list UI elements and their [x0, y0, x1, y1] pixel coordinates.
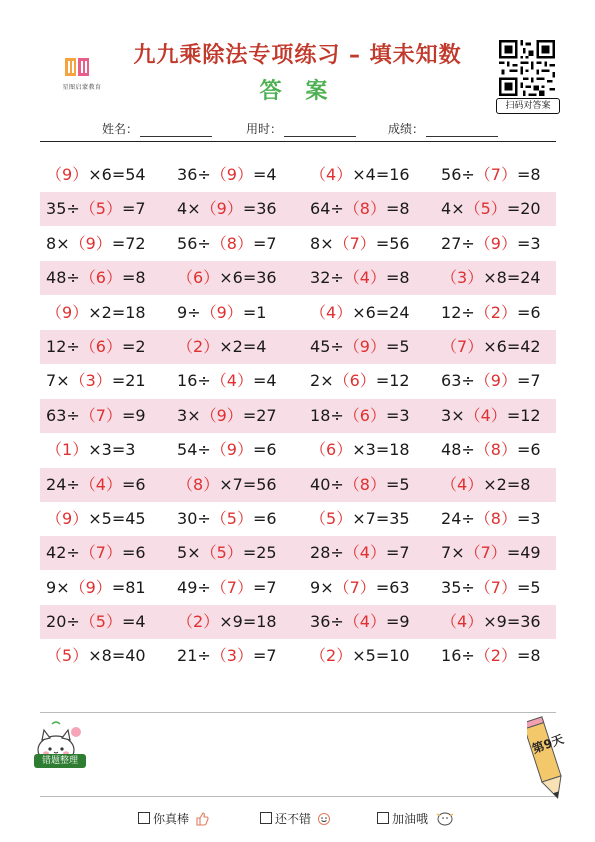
- problem-item: [441, 571, 541, 605]
- equation-suffix: ）=4: [236, 165, 277, 184]
- problem-row: [40, 364, 556, 398]
- equation-suffix: ）=63: [359, 577, 410, 597]
- equation-suffix: ）×2=4: [203, 336, 267, 356]
- equation-prefix: 36÷（: [177, 165, 227, 184]
- equation-prefix: （: [310, 165, 327, 184]
- equation-prefix: 40÷（: [310, 474, 360, 494]
- problem-item: [46, 330, 146, 364]
- answer-value: 5: [480, 199, 491, 219]
- problem-item: [177, 536, 277, 570]
- problem-item: [441, 158, 541, 192]
- problem-item: [46, 571, 146, 605]
- problem-item: [46, 605, 146, 639]
- answer-value: 4: [359, 268, 370, 288]
- answer-value: 5: [326, 508, 337, 528]
- problem-item: [177, 433, 277, 467]
- equation-prefix: 30÷（: [177, 508, 227, 528]
- equation-prefix: （: [441, 474, 458, 494]
- answer-value: 2: [193, 612, 204, 632]
- answer-value: 8: [226, 233, 237, 253]
- answer-value: 8: [359, 474, 370, 494]
- cheer-character-icon: [434, 810, 456, 826]
- problem-item: [310, 364, 410, 398]
- equation-suffix: ）=7: [369, 543, 410, 563]
- problem-item: [441, 330, 541, 364]
- rating-good[interactable]: [260, 810, 331, 827]
- answer-value: 9: [85, 233, 96, 253]
- equation-suffix: ）×3=3: [72, 440, 136, 460]
- answer-value: 6: [95, 268, 106, 288]
- problem-item: [310, 433, 410, 467]
- equation-prefix: 24÷（: [46, 474, 96, 494]
- equation-suffix: ）=8: [500, 165, 541, 184]
- equation-prefix: 56÷（: [177, 233, 227, 253]
- equation-prefix: 63÷（: [46, 405, 96, 425]
- name-blank[interactable]: [140, 124, 212, 137]
- equation-prefix: 12÷（: [46, 336, 96, 356]
- problem-item: [46, 433, 135, 467]
- problem-item: [46, 468, 146, 502]
- equation-suffix: ）=4: [105, 612, 146, 632]
- equation-suffix: ）=72: [95, 233, 146, 253]
- equation-suffix: ）=27: [226, 405, 277, 425]
- problem-row: [40, 468, 556, 502]
- qr-code-icon[interactable]: [499, 40, 555, 96]
- answer-value: 7: [95, 543, 106, 563]
- problem-item: [177, 261, 277, 295]
- problem-item: [310, 330, 410, 364]
- problem-item: [310, 158, 410, 192]
- equation-suffix: ）×6=42: [467, 336, 541, 356]
- problem-row: [40, 571, 556, 605]
- equation-prefix: 18÷（: [310, 405, 360, 425]
- equation-suffix: ）×9=36: [467, 612, 541, 632]
- equation-prefix: 49÷（: [177, 577, 227, 597]
- equation-prefix: （: [310, 440, 327, 460]
- equation-prefix: （: [177, 474, 194, 494]
- answer-value: 7: [95, 405, 106, 425]
- equation-suffix: ）×7=35: [336, 508, 410, 528]
- answer-value: 7: [490, 165, 501, 184]
- answer-value: 9: [359, 336, 370, 356]
- equation-prefix: 56÷（: [441, 165, 491, 184]
- equation-suffix: ）×6=54: [72, 165, 146, 184]
- answer-value: 9: [226, 440, 237, 460]
- equation-suffix: ）×5=10: [336, 646, 410, 666]
- answer-value: 8: [490, 440, 501, 460]
- answer-value: 4: [95, 474, 106, 494]
- equation-prefix: 42÷（: [46, 543, 96, 563]
- answer-value: 3: [226, 646, 237, 666]
- equation-suffix: ）×5=45: [72, 508, 146, 528]
- equation-prefix: 3×（: [441, 405, 481, 425]
- equation-prefix: 48÷（: [441, 440, 491, 460]
- equation-prefix: 28÷（: [310, 543, 360, 563]
- equation-prefix: 27÷（: [441, 233, 491, 253]
- equation-suffix: ）=3: [500, 508, 541, 528]
- equation-prefix: 9×（: [310, 577, 350, 597]
- answer-value: 4: [226, 371, 237, 391]
- equation-suffix: ）=56: [359, 233, 410, 253]
- problem-item: [46, 296, 146, 330]
- equation-prefix: 24÷（: [441, 508, 491, 528]
- equation-prefix: 45÷（: [310, 336, 360, 356]
- equation-suffix: ）=3: [369, 405, 410, 425]
- problem-row: [40, 639, 556, 673]
- checkbox[interactable]: [260, 812, 272, 824]
- equation-suffix: ）×2=18: [72, 302, 146, 322]
- problem-item: [441, 399, 541, 433]
- answer-value: 7: [349, 233, 360, 253]
- answer-value: 4: [457, 612, 468, 632]
- logo-text: 星图启蒙教育: [62, 84, 102, 91]
- problem-item: [310, 399, 410, 433]
- equation-suffix: ）=3: [500, 233, 541, 253]
- equation-suffix: ）=12: [359, 371, 410, 391]
- equation-prefix: 36÷（: [310, 612, 360, 632]
- equation-prefix: 16÷（: [177, 371, 227, 391]
- problem-grid: [40, 158, 556, 674]
- equation-suffix: ）×8=40: [72, 646, 146, 666]
- answer-value: 2: [326, 646, 337, 666]
- equation-prefix: 9÷（: [177, 302, 217, 322]
- equation-suffix: ）=8: [500, 646, 541, 666]
- equation-prefix: 7×（: [441, 543, 481, 563]
- equation-prefix: （: [441, 612, 458, 632]
- equation-suffix: ）=5: [369, 474, 410, 494]
- pencil-icon: [527, 714, 563, 804]
- problem-item: [441, 296, 541, 330]
- equation-prefix: （: [177, 336, 194, 356]
- equation-prefix: 9×（: [46, 577, 86, 597]
- equation-prefix: 21÷（: [177, 646, 227, 666]
- problem-row: [40, 399, 556, 433]
- equation-suffix: ）=8: [105, 268, 146, 288]
- name-label: 姓名：: [102, 122, 139, 136]
- problem-item: [310, 192, 410, 226]
- problem-item: [310, 605, 410, 639]
- thumbs-up-icon: [195, 812, 209, 826]
- page-title: 九九乘除法专项练习 – 填未知数: [133, 43, 462, 68]
- equation-prefix: （: [46, 302, 63, 322]
- answer-value: 9: [216, 302, 227, 322]
- problem-item: [441, 192, 541, 226]
- equation-prefix: 48÷（: [46, 268, 96, 288]
- equation-prefix: 7×（: [46, 371, 86, 391]
- equation-suffix: ）=6: [500, 440, 541, 460]
- equation-suffix: ）=9: [105, 405, 146, 425]
- problem-item: [46, 399, 146, 433]
- day-label: 第9天: [530, 731, 566, 757]
- time-blank[interactable]: [284, 124, 356, 137]
- equation-suffix: ）=6: [105, 543, 146, 563]
- answer-value: 8: [490, 508, 501, 528]
- equation-suffix: ）×4=16: [336, 165, 410, 184]
- problem-item: [310, 536, 410, 570]
- answer-value: 3: [85, 371, 96, 391]
- problem-item: [441, 468, 530, 502]
- equation-prefix: （: [177, 268, 194, 288]
- problem-item: [177, 296, 266, 330]
- equation-suffix: ）=9: [369, 612, 410, 632]
- problem-item: [177, 399, 277, 433]
- equation-prefix: （: [310, 508, 327, 528]
- problem-row: [40, 227, 556, 261]
- equation-suffix: ）=49: [490, 543, 541, 563]
- answer-value: 6: [326, 440, 337, 460]
- problem-item: [46, 502, 146, 536]
- problem-item: [310, 468, 410, 502]
- problem-item: [441, 605, 541, 639]
- problem-item: [177, 605, 277, 639]
- answer-value: 4: [326, 302, 337, 322]
- equation-suffix: ）=6: [500, 302, 541, 322]
- problem-item: [46, 158, 146, 192]
- problem-item: [46, 192, 146, 226]
- equation-suffix: ）=7: [500, 371, 541, 391]
- rating-keep-going-label: 加油哦: [392, 812, 429, 826]
- equation-suffix: ）=6: [236, 508, 277, 528]
- score-label: 成绩：: [388, 122, 425, 136]
- answer-value: 7: [349, 577, 360, 597]
- answer-value: 7: [490, 577, 501, 597]
- equation-prefix: 2×（: [310, 371, 350, 391]
- equation-suffix: ）=12: [490, 405, 541, 425]
- equation-prefix: 35÷（: [46, 199, 96, 219]
- score-field[interactable]: [388, 120, 498, 137]
- checkbox[interactable]: [377, 812, 389, 824]
- problem-item: [46, 639, 146, 673]
- problem-item: [441, 433, 541, 467]
- equation-suffix: ）=81: [95, 577, 146, 597]
- answer-value: 6: [95, 336, 106, 356]
- answer-value: 2: [490, 302, 501, 322]
- equation-prefix: 4×（: [441, 199, 481, 219]
- equation-prefix: 64÷（: [310, 199, 360, 219]
- equation-prefix: 20÷（: [46, 612, 96, 632]
- problem-item: [177, 468, 277, 502]
- equation-prefix: 32÷（: [310, 268, 360, 288]
- mistakes-label: 错题整理: [34, 754, 86, 768]
- equation-prefix: 4×（: [177, 199, 217, 219]
- problem-item: [177, 571, 277, 605]
- problem-row: [40, 192, 556, 226]
- rating-good-label: 还不错: [275, 812, 312, 826]
- rating-great-label: 你真棒: [153, 812, 190, 826]
- answer-value: 6: [193, 268, 204, 288]
- answer-value: 3: [457, 268, 468, 288]
- problem-item: [46, 364, 146, 398]
- problem-row: [40, 158, 556, 192]
- time-field[interactable]: [246, 120, 356, 137]
- problem-item: [46, 261, 146, 295]
- equation-suffix: ）×8=24: [467, 268, 541, 288]
- equation-prefix: （: [177, 612, 194, 632]
- problem-item: [177, 364, 277, 398]
- equation-prefix: 54÷（: [177, 440, 227, 460]
- problem-item: [177, 330, 266, 364]
- equation-prefix: 8×（: [310, 233, 350, 253]
- equation-suffix: ）=6: [236, 440, 277, 460]
- equation-suffix: ）=7: [236, 646, 277, 666]
- time-label: 用时：: [246, 122, 283, 136]
- equation-prefix: 3×（: [177, 405, 217, 425]
- equation-prefix: （: [46, 508, 63, 528]
- problem-item: [177, 158, 277, 192]
- answer-value: 7: [457, 336, 468, 356]
- problem-row: [40, 433, 556, 467]
- problem-item: [310, 296, 410, 330]
- equation-prefix: 12÷（: [441, 302, 491, 322]
- equation-prefix: （: [310, 646, 327, 666]
- answer-value: 4: [359, 543, 370, 563]
- equation-suffix: ）=5: [369, 336, 410, 356]
- answer-value: 6: [349, 371, 360, 391]
- problem-row: [40, 261, 556, 295]
- answer-value: 8: [193, 474, 204, 494]
- answer-value: 2: [193, 336, 204, 356]
- answer-value: 2: [490, 646, 501, 666]
- equation-suffix: ）=20: [490, 199, 541, 219]
- equation-suffix: ）=8: [369, 268, 410, 288]
- answer-value: 5: [62, 646, 73, 666]
- divider-line: [40, 712, 556, 713]
- answer-value: 9: [62, 508, 73, 528]
- equation-suffix: ）×7=56: [203, 474, 277, 494]
- problem-item: [46, 536, 146, 570]
- problem-row: [40, 536, 556, 570]
- answer-value: 9: [62, 165, 73, 184]
- problem-row: [40, 502, 556, 536]
- equation-suffix: ）=1: [226, 302, 267, 322]
- equation-suffix: ）×2=8: [467, 474, 531, 494]
- answer-value: 5: [226, 508, 237, 528]
- equation-suffix: ）=7: [236, 577, 277, 597]
- answer-value: 9: [216, 199, 227, 219]
- equation-suffix: ）=21: [95, 371, 146, 391]
- problem-item: [310, 639, 410, 673]
- problem-item: [310, 227, 410, 261]
- equation-suffix: ）=5: [500, 577, 541, 597]
- problem-item: [177, 227, 277, 261]
- problem-item: [441, 364, 541, 398]
- equation-prefix: 16÷（: [441, 646, 491, 666]
- answer-value: 1: [62, 440, 73, 460]
- page-subtitle: 答 案: [259, 79, 336, 104]
- problem-item: [441, 536, 541, 570]
- answer-value: 7: [226, 577, 237, 597]
- problem-item: [177, 502, 277, 536]
- equation-suffix: ）=4: [236, 371, 277, 391]
- problem-row: [40, 330, 556, 364]
- equation-prefix: （: [46, 646, 63, 666]
- rating-keep-going[interactable]: [377, 810, 456, 827]
- problem-item: [441, 227, 541, 261]
- checkbox[interactable]: [138, 812, 150, 824]
- equation-suffix: ）×6=24: [336, 302, 410, 322]
- problem-item: [310, 571, 410, 605]
- equation-prefix: （: [46, 165, 63, 184]
- answer-value: 9: [490, 371, 501, 391]
- answer-value: 4: [457, 474, 468, 494]
- equation-prefix: 63÷（: [441, 371, 491, 391]
- equation-suffix: ）=6: [105, 474, 146, 494]
- answer-value: 9: [85, 577, 96, 597]
- answer-value: 4: [480, 405, 491, 425]
- answer-value: 9: [62, 302, 73, 322]
- answer-value: 7: [480, 543, 491, 563]
- score-blank[interactable]: [426, 124, 498, 137]
- equation-suffix: ）=25: [226, 543, 277, 563]
- problem-row: [40, 296, 556, 330]
- answer-value: 5: [216, 543, 227, 563]
- equation-suffix: ）=7: [236, 233, 277, 253]
- equation-suffix: ）=8: [369, 199, 410, 219]
- qr-caption: 扫码对答案: [496, 98, 560, 114]
- problem-item: [310, 261, 410, 295]
- equation-suffix: ）=2: [105, 336, 146, 356]
- problem-item: [46, 227, 146, 261]
- problem-item: [441, 261, 541, 295]
- equation-prefix: （: [441, 268, 458, 288]
- header-divider: [40, 141, 556, 142]
- equation-suffix: ）=36: [226, 199, 277, 219]
- divider-line: [40, 796, 556, 797]
- equation-suffix: ）×9=18: [203, 612, 277, 632]
- equation-prefix: （: [441, 336, 458, 356]
- equation-suffix: ）=7: [105, 199, 146, 219]
- answer-value: 5: [95, 199, 106, 219]
- answer-value: 9: [226, 165, 237, 184]
- equation-prefix: 35÷（: [441, 577, 491, 597]
- smile-face-icon: [317, 812, 331, 826]
- problem-item: [177, 639, 277, 673]
- problem-item: [441, 502, 541, 536]
- equation-prefix: （: [310, 302, 327, 322]
- equation-suffix: ）×6=36: [203, 268, 277, 288]
- rating-great[interactable]: [138, 810, 209, 827]
- answer-value: 4: [359, 612, 370, 632]
- equation-prefix: （: [46, 440, 63, 460]
- answer-value: 9: [216, 405, 227, 425]
- answer-value: 8: [359, 199, 370, 219]
- problem-row: [40, 605, 556, 639]
- problem-item: [310, 502, 410, 536]
- answer-value: 6: [359, 405, 370, 425]
- name-field[interactable]: [102, 120, 212, 137]
- equation-prefix: 5×（: [177, 543, 217, 563]
- problem-item: [441, 639, 541, 673]
- answer-value: 5: [95, 612, 106, 632]
- answer-value: 9: [490, 233, 501, 253]
- problem-item: [177, 192, 277, 226]
- answer-value: 4: [326, 165, 337, 184]
- equation-suffix: ）×3=18: [336, 440, 410, 460]
- equation-prefix: 8×（: [46, 233, 86, 253]
